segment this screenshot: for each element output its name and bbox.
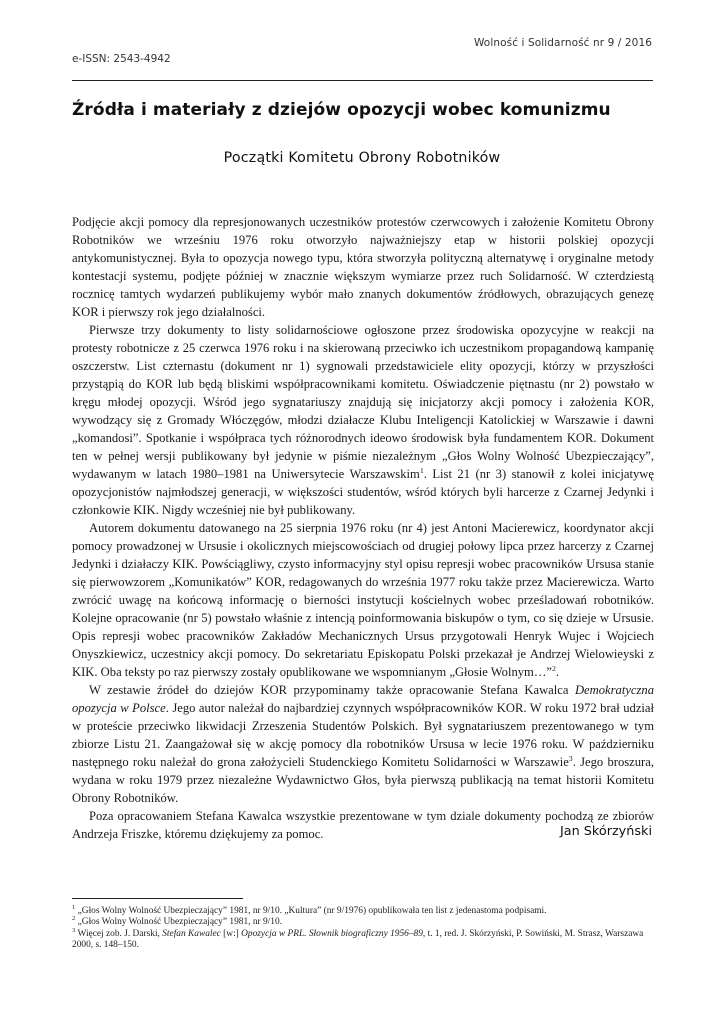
- footnote-italic: Stefan Kawalec: [162, 928, 221, 939]
- footnote-text: „Głos Wolny Wolność Ubezpieczający” 1981, nr 9/10.: [77, 917, 282, 928]
- footnote-italic: Opozycja w PRL. Słownik biograficzny 1956–89: [241, 928, 423, 939]
- footnote-text: [w:]: [220, 928, 242, 939]
- paragraph: [72, 321, 654, 519]
- paragraph-text: Autorem dokumentu datowanego na 25 sierpnia 1976 roku (nr 4) jest Antoni Macierewicz, koordynator akcji pomocy prowadzonej w Ursusie i okolicznych miejscowościach od drugiej połowy lipca przez harcerzy z Czarnej Jedynki i działaczy KIK. Powściągliwy, czysto informacyjny styl opisu represji wobec pracowników Ursusa stanie się pierwowzorem „Komunikatów” KOR, redagowanych do września 1977 roku także przez Macierewicza. Warto zwrócić uwagę na końcową informację o bierności instytucji kościelnych wobec prześladowań robotników. Kolejne opracowanie (nr 5) powstało właśnie z intencją poinformowania biskupów o tym, co się dzieje w Ursusie. Opis represji wobec pracowników Zakładów Mechanicznych Ursus przygotowali Henryk Wujec i Wojciech Onyszkiewicz, uczestnicy akcji pomocy. Do sekretariatu Episkopatu Polski przekazał je Andrzej Wielowieyski z KIK. Oba teksty po raz pierwszy zostały opublikowane we wspomnianym „Głosie Wolnym…”: [72, 521, 654, 679]
- footnote-number: 2: [72, 915, 76, 923]
- author-signature: Jan Skórzyński: [560, 824, 652, 839]
- paragraph-text: .: [555, 665, 560, 679]
- paragraph-text: . List 21 (nr 3) stanowił z kolei inicjatywę opozycjonistów najmłodszej generacji, w większości studentów, wśród których byli harcerze z Czarnej Jedynki i członkowie KIK. Nigdy wcześniej nie był publikowany.: [72, 467, 654, 517]
- article-title: Początki Komitetu Obrony Robotników: [223, 150, 501, 166]
- paragraph: Podjęcie akcji pomocy dla represjonowanych uczestników protestów czerwcowych i założenie Komitetu Obrony Robotników we wrześniu 1976 roku otworzyło najważniejszy etap w historii polskiej opozycji antykomunistycznej. Była to opozycja nowego typu, która stworzyła polityczną alternatywę i oryginalne metody kontestacji systemu, podjęte później w znacznie większym wymiarze przez ruch Solidarność. W czterdziestą rocznicę tamtych wydarzeń publikujemy wybór mało znanych dokumentów źródłowych, obrazujących genezę KOR i pierwszy rok jego działalności.: [72, 215, 654, 319]
- footnote: [72, 903, 654, 917]
- issn-label: e-ISSN: 2543-4942: [72, 53, 171, 65]
- footnote-ref[interactable]: 1: [419, 465, 424, 475]
- paragraph: [72, 681, 654, 807]
- paragraph-text: . Jego autor należał do najbardziej czynnych współpracowników KOR. W roku 1972 brał udział w proteście przeciwko likwidacji Zrzeszenia Studentów Polskich. Był sygnatariuszem prezentowanego w tym zbiorze Listu 21. Zaangażował się w akcję pomocy dla robotników Ursusa w lecie 1976 roku. W październiku następnego roku należał do grona założycieli Studenckiego Komitetu Solidarności w Warszawie: [72, 701, 654, 769]
- footnote-ref[interactable]: 3: [568, 753, 573, 763]
- footnote-ref[interactable]: 2: [552, 663, 556, 673]
- footnote: [72, 917, 654, 928]
- header-divider: [72, 80, 653, 81]
- footnote-divider: [72, 898, 243, 899]
- footnote-text: , t. 1, red. J. Skórzyński, P. Sowiński, M. Strasz, Warszawa 2000, s. 148–150.: [72, 928, 644, 951]
- book-title: Demokratyczna opozycja w Polsce: [72, 683, 654, 715]
- paragraph-text: Pierwsze trzy dokumenty to listy solidarnościowe ogłoszone przez środowiska opozycyjne w reakcji na protesty robotnicze z 25 czerwca 1976 roku i na skierowaną przeciwko ich uczestnikom propagandową kampanię oszczerstw. List czternastu (dokument nr 1) sygnowali przedstawiciele elity opozycji, którzy w przyszłości przystąpią do KOR lub będą bliskimi współpracownikami komitetu. Oświadczenie piętnastu (nr 2) powstało w kręgu młodej opozycji. Wśród jego sygnatariuszy znajdują się inicjatorzy akcji pomocy i założenia KOR, wywodzący się z Gromady Włóczęgów, młodzi działacze Klubu Inteligencji Katolickiej w Warszawie i dawni „komandosi”. Spotkanie i współpraca tych różnorodnych ideowo środowisk była fundamentem KOR. Dokument ten w pełnej wersji publikowany był jedynie w piśmie niezależnym „Głos Wolny Wolność Ubezpieczający”, wydawanym w latach 1980–1981 na Uniwersytecie Warszawskim: [72, 323, 654, 481]
- footnote: [72, 926, 654, 952]
- paragraph: Poza opracowaniem Stefana Kawalca wszystkie prezentowane w tym dziale dokumenty pochodzą ze zbiorów Andrzeja Friszke, któremu dziękujemy za pomoc.: [72, 809, 654, 841]
- running-head: Wolność i Solidarność nr 9 / 2016: [473, 37, 652, 49]
- footnote-text: Więcej zob. J. Darski,: [77, 928, 163, 939]
- section-title: Źródła i materiały z dziejów opozycji wobec komunizmu: [72, 100, 611, 120]
- footnote-number: 1: [72, 903, 76, 911]
- footnote-text: „Głos Wolny Wolność Ubezpieczający” 1981, nr 9/10. „Kultura” (nr 9/1976) opublikowała ten list z jedenastoma podpisami.: [77, 906, 547, 916]
- article-body: [72, 213, 654, 843]
- paragraph-text: W zestawie źródeł do dziejów KOR przypominamy także opracowanie Stefana Kawalca: [89, 683, 575, 697]
- footnote-number: 3: [72, 926, 76, 934]
- footnotes: [72, 903, 654, 952]
- paragraph: [72, 519, 654, 681]
- paragraph-text: . Jego broszura, wydana w roku 1979 przez niezależne Wydawnictwo Głos, była pierwszą publikacją na temat historii Komitetu Obrony Robotników.: [72, 755, 654, 805]
